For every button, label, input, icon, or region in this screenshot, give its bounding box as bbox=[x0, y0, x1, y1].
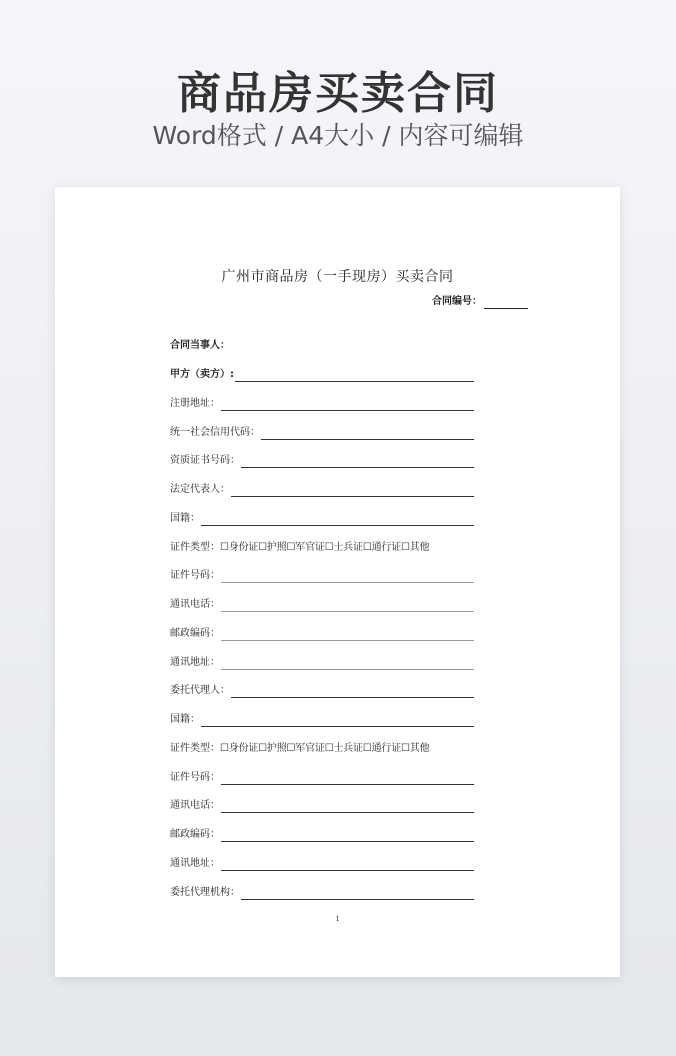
fill-in-blank[interactable] bbox=[221, 570, 474, 583]
field-row bbox=[170, 510, 474, 526]
field-row bbox=[170, 567, 474, 583]
field-row bbox=[170, 740, 474, 756]
field-label: 通讯电话： bbox=[170, 800, 220, 812]
field-label: 国籍： bbox=[170, 512, 200, 524]
field-label: 证件号码： bbox=[170, 771, 220, 783]
field-label: 注册地址： bbox=[170, 397, 220, 409]
field-label: 法定代表人： bbox=[170, 484, 230, 495]
fill-in-blank[interactable] bbox=[221, 657, 474, 670]
fill-in-blank[interactable] bbox=[201, 714, 474, 727]
id-type-options[interactable]: ☐身份证☐护照☐军官证☐士兵证☐通行证☐其他 bbox=[220, 742, 430, 754]
contract-title: 广州市商品房（一手现房）买卖合同 bbox=[221, 269, 454, 285]
field-row bbox=[170, 855, 474, 871]
fill-in-blank[interactable] bbox=[241, 455, 474, 468]
fill-in-blank[interactable] bbox=[261, 427, 474, 440]
field-row bbox=[170, 711, 474, 727]
field-label: 证件号码： bbox=[170, 570, 220, 582]
fill-in-blank[interactable] bbox=[231, 685, 474, 698]
fill-in-blank[interactable] bbox=[221, 829, 474, 842]
fill-in-blank[interactable] bbox=[221, 772, 474, 785]
field-row bbox=[170, 452, 474, 468]
field-row bbox=[170, 826, 474, 842]
fill-in-blank[interactable] bbox=[241, 887, 474, 900]
id-type-options[interactable]: ☐身份证☐护照☐军官证☐士兵证☐通行证☐其他 bbox=[220, 541, 430, 553]
field-label: 委托代理机构： bbox=[170, 886, 240, 898]
document-page bbox=[55, 187, 620, 977]
page-number: 1 bbox=[335, 914, 340, 923]
fill-in-blank[interactable] bbox=[221, 628, 474, 641]
contract-number-field bbox=[432, 295, 528, 309]
fill-in-blank[interactable] bbox=[231, 484, 474, 497]
fill-in-blank[interactable] bbox=[221, 599, 474, 612]
field-row bbox=[170, 366, 474, 382]
fill-in-blank[interactable] bbox=[221, 398, 474, 411]
field-label: 资质证书号码： bbox=[170, 455, 240, 467]
field-label: 国籍： bbox=[170, 714, 200, 725]
fill-in-blank[interactable] bbox=[221, 800, 474, 813]
fill-in-blank[interactable] bbox=[201, 513, 474, 526]
field-row bbox=[170, 654, 474, 670]
field-row bbox=[170, 596, 474, 612]
field-label: 证件类型： bbox=[170, 541, 220, 553]
field-row bbox=[170, 797, 474, 813]
field-row bbox=[170, 481, 474, 497]
field-row bbox=[170, 682, 474, 698]
field-label: 证件类型： bbox=[170, 742, 220, 754]
fill-in-blank[interactable] bbox=[235, 369, 474, 382]
field-label: 统一社会信用代码： bbox=[170, 426, 260, 438]
field-row bbox=[170, 884, 474, 900]
field-label: 甲方（卖方）: bbox=[170, 369, 234, 380]
fill-in-blank[interactable] bbox=[221, 858, 474, 871]
field-label: 通讯地址： bbox=[170, 656, 220, 668]
contract-number-blank bbox=[484, 297, 528, 309]
field-label: 邮政编码： bbox=[170, 829, 220, 840]
banner-title: 商品房买卖合同 bbox=[177, 68, 499, 119]
field-label: 邮政编码： bbox=[170, 627, 220, 639]
field-row bbox=[170, 395, 474, 411]
contract-number-label: 合同编号： bbox=[432, 296, 482, 307]
field-label: 通讯电话： bbox=[170, 599, 220, 610]
field-row bbox=[170, 424, 474, 440]
party-heading: 合同当事人： bbox=[170, 340, 230, 351]
field-row bbox=[170, 539, 474, 555]
field-row bbox=[170, 769, 474, 785]
field-label: 委托代理人： bbox=[170, 685, 230, 697]
field-row bbox=[170, 625, 474, 641]
field-label: 通讯地址： bbox=[170, 857, 220, 869]
banner-subtitle: Word格式 / A4大小 / 内容可编辑 bbox=[152, 121, 524, 150]
